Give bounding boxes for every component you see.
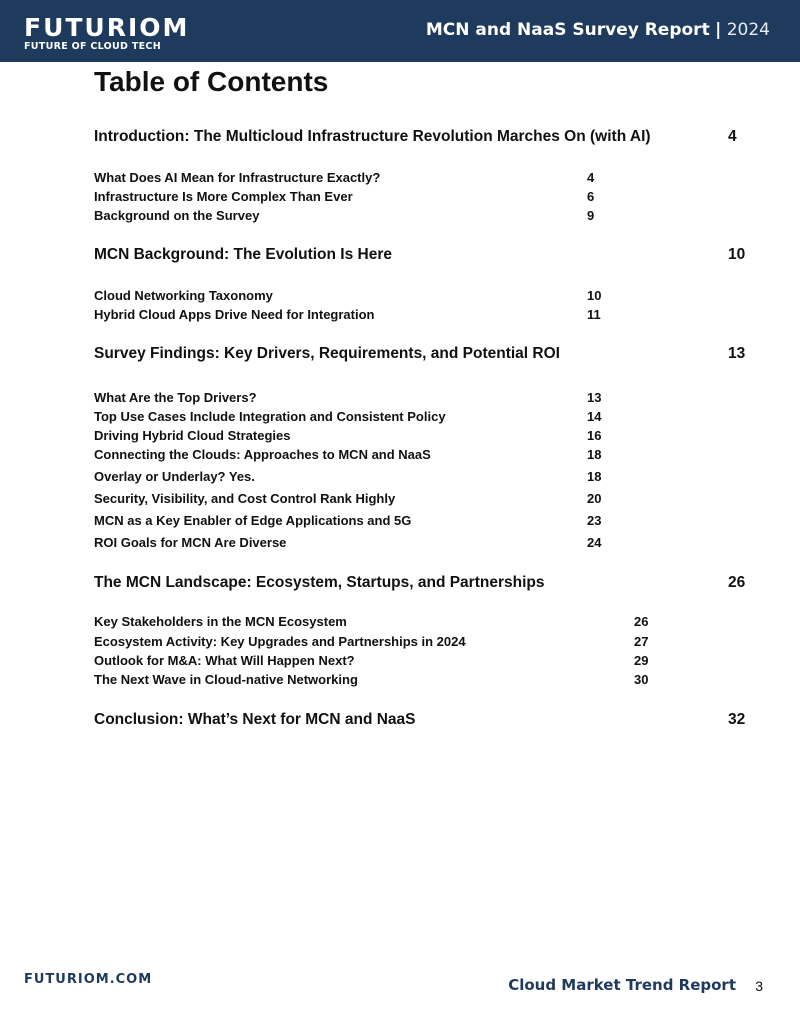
toc-item[interactable] — [94, 469, 602, 484]
logo-name: FUTURIOM — [24, 13, 190, 42]
page-title: Table of Contents — [94, 66, 329, 97]
toc-section-title: The MCN Landscape: Ecosystem, Startups, and Partnerships — [94, 574, 545, 591]
toc-item[interactable] — [94, 653, 649, 668]
logo-tagline: FUTURE OF CLOUD TECH — [24, 41, 161, 52]
toc-item-title: Connecting the Clouds: Approaches to MCN and NaaS — [94, 447, 431, 462]
toc-item-title: Top Use Cases Include Integration and Consistent Policy — [94, 409, 446, 424]
toc-item-title: Infrastructure Is More Complex Than Ever — [94, 189, 353, 204]
page-number: 3 — [755, 978, 763, 994]
toc-section-4[interactable] — [94, 574, 746, 592]
toc-item[interactable] — [94, 513, 602, 528]
toc-item-title: Cloud Networking Taxonomy — [94, 288, 273, 303]
toc-section-title: Conclusion: What’s Next for MCN and NaaS — [94, 711, 416, 728]
report-year: 2024 — [726, 20, 770, 40]
toc-section-page: 13 — [728, 345, 746, 362]
toc-section-page: 26 — [728, 574, 746, 591]
toc-section-1[interactable] — [94, 128, 737, 146]
toc-section-3[interactable] — [94, 345, 746, 363]
toc-section-title: Survey Findings: Key Drivers, Requirements, and Potential ROI — [94, 345, 560, 362]
toc-item[interactable] — [94, 428, 602, 443]
toc-section-2[interactable] — [94, 246, 746, 264]
toc-item-page: 14 — [587, 409, 602, 424]
toc-item-title: Background on the Survey — [94, 208, 260, 223]
toc-item-title: Security, Visibility, and Cost Control Rank Highly — [94, 491, 396, 506]
toc-item-page: 30 — [634, 672, 649, 687]
toc-item-page: 29 — [634, 653, 649, 668]
toc-item-title: Key Stakeholders in the MCN Ecosystem — [94, 614, 347, 629]
toc-section-page: 10 — [728, 246, 746, 263]
toc-item[interactable] — [94, 614, 649, 629]
toc-item[interactable] — [94, 535, 602, 550]
toc-item-page: 24 — [587, 535, 602, 550]
toc-item-title: The Next Wave in Cloud-native Networking — [94, 672, 358, 687]
toc-item-page: 4 — [587, 170, 595, 185]
toc-section-5[interactable] — [94, 711, 746, 729]
toc-item-title: Outlook for M&A: What Will Happen Next? — [94, 653, 355, 668]
toc-item-page: 18 — [587, 469, 602, 484]
toc-item[interactable] — [94, 288, 602, 303]
toc-item-page: 16 — [587, 428, 602, 443]
toc-item-page: 18 — [587, 447, 602, 462]
toc-item-page: 27 — [634, 634, 649, 649]
toc-item[interactable] — [94, 390, 602, 405]
toc-section-page: 4 — [728, 128, 737, 145]
toc-item-page: 9 — [587, 208, 595, 223]
title-separator: | — [715, 20, 722, 40]
toc-item-page: 6 — [587, 189, 595, 204]
toc-item[interactable] — [94, 307, 601, 322]
toc-item-title: Ecosystem Activity: Key Upgrades and Partnerships in 2024 — [94, 634, 466, 649]
toc-item-title: What Does AI Mean for Infrastructure Exactly? — [94, 170, 381, 185]
toc-item-page: 11 — [587, 307, 601, 322]
toc-item-title: What Are the Top Drivers? — [94, 390, 257, 405]
toc-item-page: 13 — [587, 390, 602, 405]
toc-section-title: MCN Background: The Evolution Is Here — [94, 246, 392, 263]
report-title — [426, 20, 770, 40]
toc-item[interactable] — [94, 491, 602, 506]
toc-item-title: Overlay or Underlay? Yes. — [94, 469, 255, 484]
footer-website[interactable]: FUTURIOM.COM — [24, 972, 153, 987]
report-title-text: MCN and NaaS Survey Report — [425, 20, 710, 40]
futuriom-logo — [24, 14, 189, 53]
toc-item-title: MCN as a Key Enabler of Edge Applications and 5G — [94, 513, 412, 528]
toc-item-page: 10 — [587, 288, 602, 303]
toc-item[interactable] — [94, 447, 602, 462]
toc-item[interactable] — [94, 672, 649, 687]
toc-item-title: Hybrid Cloud Apps Drive Need for Integration — [94, 307, 375, 322]
toc-item[interactable] — [94, 409, 602, 424]
header-bar — [0, 0, 800, 62]
toc-item[interactable] — [94, 634, 649, 649]
toc-item-page: 20 — [587, 491, 602, 506]
toc-item-title: ROI Goals for MCN Are Diverse — [94, 535, 287, 550]
footer-report-type: Cloud Market Trend Report — [508, 976, 736, 994]
toc-item[interactable] — [94, 189, 595, 204]
toc-section-title: Introduction: The Multicloud Infrastructure Revolution Marches On (with AI) — [94, 128, 651, 145]
toc-item-title: Driving Hybrid Cloud Strategies — [94, 428, 291, 443]
toc-item-page: 26 — [634, 614, 649, 629]
toc-item-page: 23 — [587, 513, 602, 528]
toc-section-page: 32 — [728, 711, 746, 728]
toc-item[interactable] — [94, 170, 595, 185]
toc-item[interactable] — [94, 208, 595, 223]
